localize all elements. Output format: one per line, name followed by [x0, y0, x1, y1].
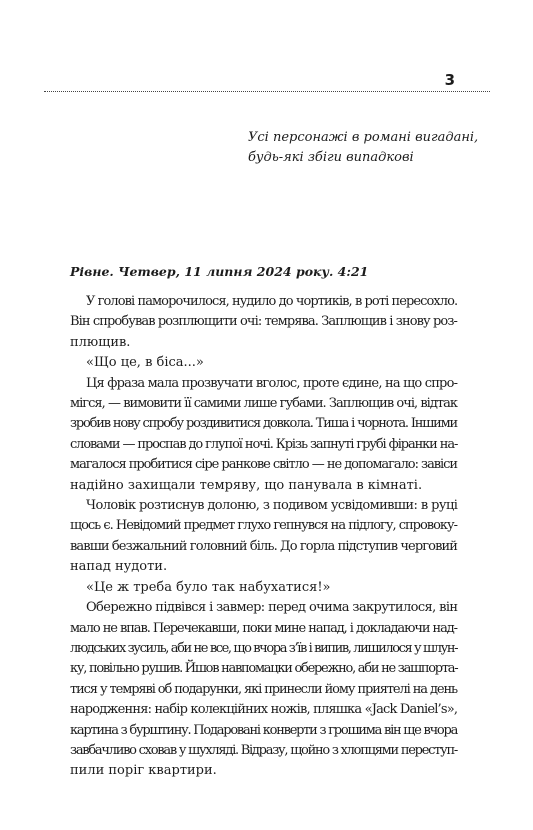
disclaimer-line: Усі персонажі в романі вигадані, — [248, 130, 479, 145]
text-line: У голові паморочилося, нудило до чортиків, в роті пересохло. — [86, 294, 458, 309]
text-line: Ця фраза мала прозвучати вголос, проте єдине, на що спро- — [86, 375, 458, 391]
chapter-heading: Рівне. Четвер, 11 липня 2024 року. 4:21 — [70, 264, 369, 279]
text-line: магалося пробитися сіре ранкове світло — не допомагало: завіси — [70, 457, 457, 473]
text-line: Він спробував розплющити очі: темрява. Заплющив і знову роз- — [70, 314, 457, 330]
text-line: людських зусиль, аби не все, що вчора з’їв і випив, лишилося у шлун- — [70, 640, 458, 656]
text-line: пили поріг квартири. — [70, 763, 217, 779]
text-line: ку, повільно рушив. Йшов навпомацки обережно, аби не зашпорта- — [70, 661, 458, 677]
text-line: завбачливо сховав у шухляді. Відразу, щойно з хлопцями переступ- — [70, 742, 457, 758]
header-dotted-rule — [44, 91, 490, 92]
disclaimer — [248, 128, 498, 168]
disclaimer-line: будь-які збіги випадкові — [248, 150, 414, 165]
text-line: Чоловік розтиснув долоню, з подивом усвідомивши: в руці — [86, 498, 458, 514]
text-line: тися у темряві об подарунки, які принесли йому приятелі на день — [70, 681, 457, 697]
text-line: вавши безжальний головний біль. До горла підступив черговий — [70, 538, 458, 554]
text-line: щось є. Невідомий предмет глухо гепнувся на підлогу, спровоку- — [70, 518, 457, 534]
text-line: «Що це, в біса...» — [86, 355, 204, 371]
text-line: картина з бурштину. Подаровані конверти з грошима він ще вчора — [70, 722, 458, 738]
text-line: надійно захищали темряву, що панувала в кімнаті. — [70, 477, 423, 493]
text-line: зробив нову спробу роздивитися довкола. Тиша і чорнота. Іншими — [70, 416, 457, 432]
text-line: мало не впав. Перечекавши, поки мине напад, і докладаючи над- — [70, 620, 457, 636]
text-line: «Це ж треба було так набухатися!» — [86, 579, 331, 595]
text-line: напад нудоти. — [70, 559, 168, 575]
text-line: народження: набір колекційних ножів, пляшка «Jack Daniel’s», — [70, 702, 458, 718]
body-text — [70, 292, 457, 782]
text-line: плющив. — [70, 334, 131, 350]
text-line: мігся, — вимовити її самими лише губами. Заплющив очі, відтак — [70, 396, 457, 412]
text-line: Обережно підвівся і завмер: перед очима закрутилося, він — [86, 600, 458, 616]
page-number: 3 — [444, 71, 455, 89]
text-line: словами — проспав до глупої ночі. Крізь запнуті грубі фіранки на- — [70, 436, 458, 452]
